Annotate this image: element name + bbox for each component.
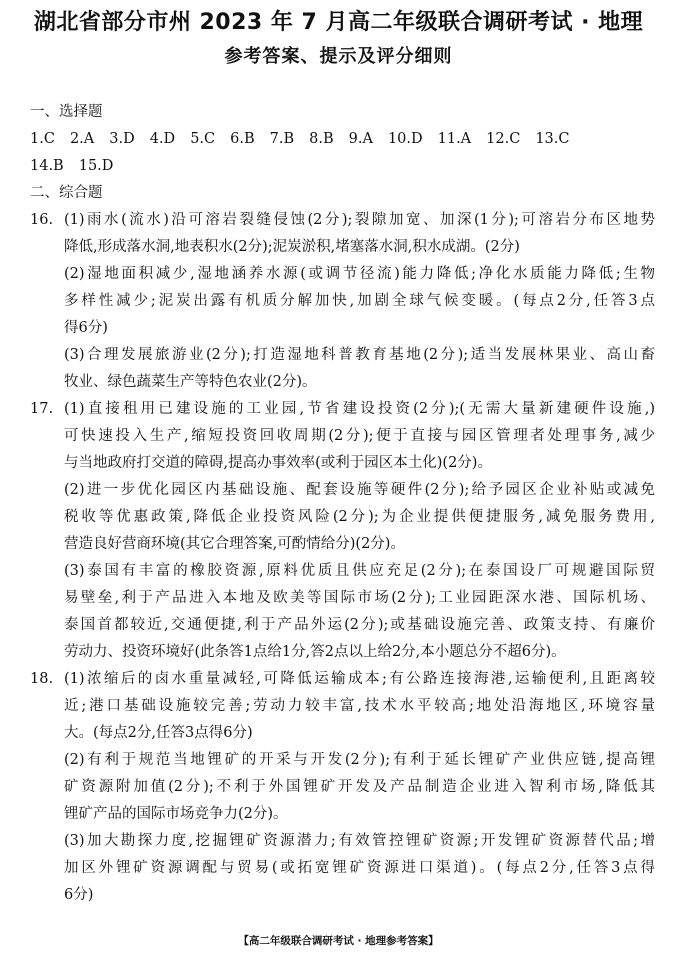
answer-line: 牧业、绿色蔬菜生产等特色农业(2分)。 (64, 374, 317, 390)
answer-line: 降低,形成落水洞,地表积水(2分);泥炭淤积,堵塞落水洞,积水成湖。(2分) (64, 239, 520, 255)
answer-line: (1)雨水(流水)沿可溶岩裂缝侵蚀(2分);裂隙加宽、加深(1分);可溶岩分布区地势 (64, 212, 655, 228)
answer-line: 泰国首都较近,交通便捷,利于产品外运(2分);或基础设施完善、政策支持、有廉价 (64, 617, 655, 633)
question-number: 17. (30, 401, 54, 417)
answer-line: 近;港口基础设施较完善;劳动力较丰富,技术水平较高;地处沿海地区,环境容量 (64, 698, 655, 714)
answer-line: 大。(每点2分,任答3点得6分) (64, 725, 253, 741)
answer-line: (2)进一步优化园区内基础设施、配套设施等硬件(2分);给予园区企业补贴或减免 (64, 482, 655, 498)
answer-line: 营造良好营商环境(其它合理答案,可酌情给分)(2分)。 (64, 536, 405, 552)
section-heading-comprehensive: 二、综合题 (30, 185, 103, 201)
answer-line: 矿资源附加值(2分);不利于外国锂矿开发及产品制造企业进入智利市场,降低其 (64, 779, 655, 795)
answer-line: (2)湿地面积减少,湿地涵养水源(或调节径流)能力降低;净化水质能力降低;生物 (64, 266, 655, 282)
question-number: 16. (30, 212, 54, 228)
answer-line: 易壁垒,利于产品进入本地及欧美等国际市场(2分);工业园距深水港、国际机场、 (64, 590, 655, 606)
answer-line: (3)加大勘探力度,挖掘锂矿资源潜力;有效管控锂矿资源;开发锂矿资源替代品;增 (64, 833, 655, 849)
answer-line: 得6分) (64, 320, 108, 336)
choice-answer: 4.D (149, 131, 176, 147)
answer-line: (1)直接租用已建设施的工业园,节省建设投资(2分);(无需大量新建硬件设施,) (64, 401, 655, 417)
question-block (30, 207, 655, 396)
choice-answer: 8.B (309, 131, 334, 147)
question-block (30, 396, 655, 666)
answer-line: 与当地政府打交道的障碍,提高办事效率(或利于园区本土化)(2分)。 (64, 455, 492, 471)
answer-line: (2)有利于规范当地锂矿的开采与开发(2分);有利于延长锂矿产业供应链,提高锂 (64, 752, 655, 768)
choice-answer: 14.B (30, 158, 64, 174)
page-footer: 【高二年级联合调研考试 · 地理参考答案】 (238, 935, 439, 947)
page-subtitle: 参考答案、提示及评分细则 (224, 46, 453, 67)
answer-line: 加区外锂矿资源调配与贸易(或拓宽锂矿资源进口渠道)。(每点2分,任答3点得 (64, 860, 655, 876)
answer-line: (3)泰国有丰富的橡胶资源,原料优质且供应充足(2分);在泰国设厂可规避国际贸 (64, 563, 655, 579)
question-number: 18. (30, 671, 54, 687)
choice-answer: 2.A (69, 131, 95, 147)
answer-line: 6分) (64, 887, 94, 903)
question-block (30, 666, 655, 909)
choice-answer: 3.D (109, 131, 135, 147)
answer-line: (3)合理发展旅游业(2分);打造湿地科普教育基地(2分);适当发展林果业、高山畜 (64, 347, 655, 363)
answer-content (30, 99, 655, 909)
choice-answer: 15.D (78, 158, 114, 174)
section-heading-choice: 一、选择题 (30, 104, 103, 120)
choice-answer: 7.B (269, 131, 295, 147)
choice-answer: 12.C (486, 131, 521, 147)
choice-answer: 6.B (230, 131, 255, 147)
answer-line: 多样性减少;泥炭出露有机质分解加快,加剧全球气候变暖。(每点2分,任答3点 (64, 293, 655, 309)
choice-answer: 13.C (535, 131, 570, 147)
answer-line: 可快速投入生产,缩短投资回收周期(2分);便于直接与园区管理者处理事务,减少 (64, 428, 655, 444)
answer-line: 税收等优惠政策,降低企业投资风险(2分);为企业提供便捷服务,减免服务费用, (64, 509, 655, 525)
choice-answer: 5.C (190, 131, 216, 147)
choice-answers-row-1 (30, 126, 655, 153)
choice-answer: 1.C (30, 131, 55, 147)
answer-line: (1)浓缩后的卤水重量减轻,可降低运输成本;有公路连接海港,运输便利,且距离较 (64, 671, 655, 687)
choice-answers-row-2 (30, 153, 655, 180)
choice-answer: 11.A (437, 131, 472, 147)
page-title: 湖北省部分市州 2023 年 7 月高二年级联合调研考试 · 地理 (33, 10, 644, 35)
choice-answer: 10.D (387, 131, 423, 147)
answer-line: 劳动力、投资环境好(此条答1点给1分,答2点以上给2分,本小题总分不超6分)。 (64, 644, 566, 660)
comprehensive-questions (30, 207, 655, 909)
answer-line: 锂矿产品的国际市场竞争力(2分)。 (64, 806, 288, 822)
choice-answer: 9.A (348, 131, 373, 147)
